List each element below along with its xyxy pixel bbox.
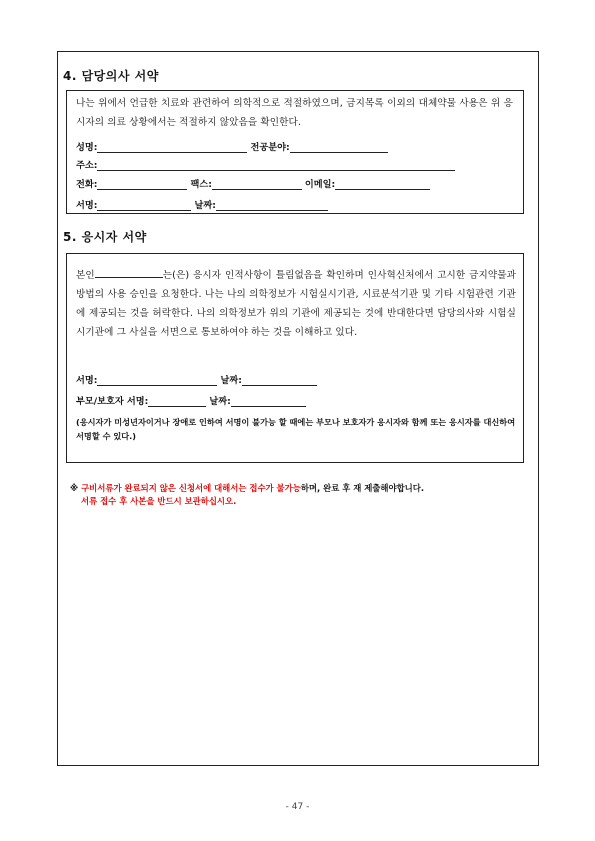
name-field[interactable] <box>97 142 247 153</box>
address-label: 주소: <box>76 160 98 171</box>
fax-label: 팩스: <box>190 179 212 190</box>
applicant-signature-field[interactable] <box>97 375 217 386</box>
applicant-date-field[interactable] <box>242 375 317 386</box>
page-number: - 47 - <box>285 802 310 812</box>
notice-line-1 <box>70 482 424 495</box>
guardian-date-label: 날짜: <box>209 396 231 407</box>
notice-line-2: 서류 접수 후 사본을 반드시 보관하십시오. <box>81 496 237 506</box>
date-label: 날짜: <box>194 200 216 211</box>
applicant-name-field[interactable] <box>95 268 163 278</box>
applicant-signature-label: 서명: <box>76 375 98 386</box>
name-specialty-row <box>76 139 391 153</box>
guardian-signature-label: 부모/보호자 서명: <box>76 396 149 407</box>
notice-line1-red: 구비서류가 완료되지 않은 신청서에 대해서는 접수가 불가능 <box>81 483 301 493</box>
section5-title: 5. 응시자 서약 <box>63 230 147 244</box>
phone-field[interactable] <box>97 179 187 190</box>
guardian-signature-row <box>76 393 309 407</box>
notice-marker: ※ <box>70 483 79 493</box>
applicant-date-label: 날짜: <box>220 375 242 386</box>
section4-statement: 나는 위에서 언급한 치료와 관련하여 의학적으로 적절하였으며, 금지목록 이외의 대체약물 사용은 위 응시자의 의료 상황에서는 적절하지 않았음을 확인한다. <box>76 98 513 128</box>
section4-box <box>66 90 524 214</box>
statement-prefix: 본인 <box>76 270 95 281</box>
date-field[interactable] <box>216 200 328 211</box>
fax-field[interactable] <box>212 179 302 190</box>
signature-date-row <box>76 197 331 211</box>
notice-line1-black: 하며, 완료 후 재 제출해야합니다. <box>300 483 425 493</box>
section5-box <box>66 253 524 463</box>
email-field[interactable] <box>335 179 430 190</box>
contact-row <box>76 176 433 190</box>
phone-label: 전화: <box>76 179 98 190</box>
address-row <box>76 157 458 171</box>
section5-statement-block <box>76 266 516 342</box>
guardian-note: (응시자가 미성년자이거나 장애로 인하여 서명이 불가능 할 때에는 부모나 보호자가 응시자와 함께 또는 응시자를 대신하여 서명할 수 있다.) <box>76 417 516 441</box>
section4-title: 4. 담당의사 서약 <box>63 69 159 83</box>
guardian-signature-field[interactable] <box>148 396 206 407</box>
signature-label: 서명: <box>76 200 98 211</box>
signature-field[interactable] <box>97 200 191 211</box>
section5-statement: 는(은) 응시자 인적사항이 틀림없음을 확인하며 인사혁신처에서 고시한 금지약물과 방법의 사용 승인을 요청한다. 나는 나의 의학정보가 시험실시기관, 시료분석기관 및 기타 시험관련 기관에 제공되는 것을 허락한다. 나의 의학정보가 위의 기관에 제공되는 것에 반대한다면 담당의사와 시험실시기관에 그 사실을 서면으로 통보하여야 하는 것을 이해하고 있다. <box>76 270 516 338</box>
specialty-label: 전공분야: <box>250 142 290 153</box>
applicant-signature-row <box>76 372 320 386</box>
guardian-date-field[interactable] <box>231 396 306 407</box>
address-field[interactable] <box>97 160 455 171</box>
specialty-field[interactable] <box>290 142 388 153</box>
email-label: 이메일: <box>304 179 336 190</box>
name-label: 성명: <box>76 142 98 153</box>
